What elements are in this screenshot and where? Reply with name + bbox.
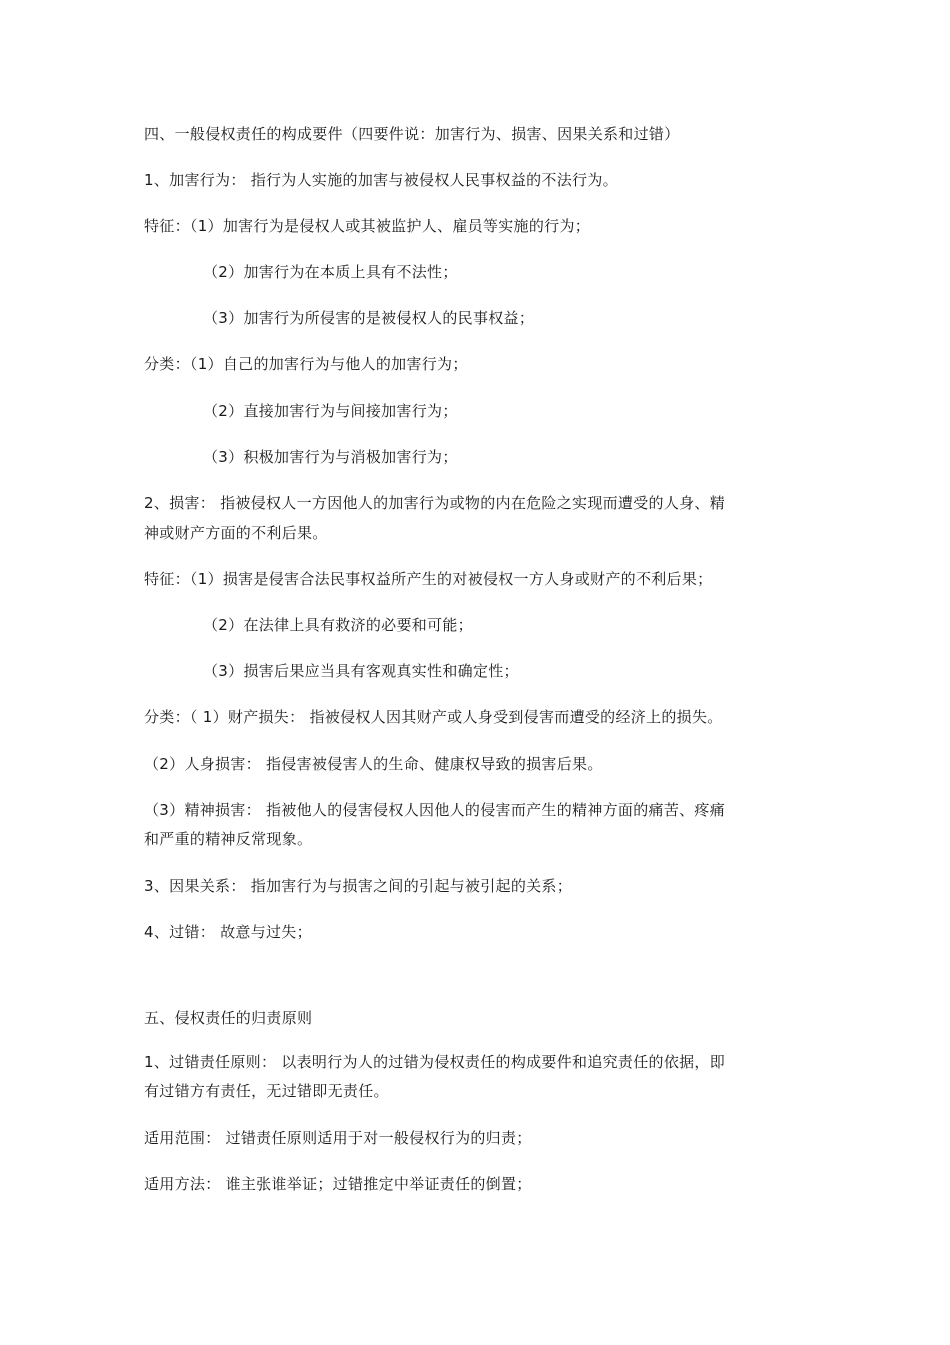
paragraph-fault-liability-line-1: 1、过错责任原则： 以表明行为人的过错为侵权责任的构成要件和追究责任的依据，即 xyxy=(144,1053,726,1071)
paragraph-harmful-act-feature-2: （2）加害行为在本质上具有不法性； xyxy=(203,263,458,281)
paragraph-harmful-act-feature-1: 特征：（1）加害行为是侵权人或其被监护人、雇员等实施的行为； xyxy=(144,217,591,235)
paragraph-harmful-act-category-2: （2）直接加害行为与间接加害行为； xyxy=(203,402,458,420)
paragraph-damage-category-1: 分类：（ 1）财产损失： 指被侵权人因其财产或人身受到侵害而遭受的经济上的损失。 xyxy=(144,708,723,726)
paragraph-fault-liability-line-2: 有过错方有责任，无过错即无责任。 xyxy=(144,1082,389,1100)
paragraph-causation: 3、因果关系： 指加害行为与损害之间的引起与被引起的关系； xyxy=(144,877,573,895)
paragraph-damage-definition-line-1: 2、损害： 指被侵权人一方因他人的加害行为或物的内在危险之实现而遭受的人身、精 xyxy=(144,494,726,512)
paragraph-fault: 4、过错： 故意与过失； xyxy=(144,923,312,941)
paragraph-damage-category-2: （2）人身损害： 指侵害被侵害人的生命、健康权导致的损害后果。 xyxy=(144,755,603,773)
paragraph-harmful-act-category-1: 分类：（1）自己的加害行为与他人的加害行为； xyxy=(144,355,468,373)
paragraph-method: 适用方法： 谁主张谁举证；过错推定中举证责任的倒置； xyxy=(144,1175,532,1193)
section-heading-5: 五、侵权责任的归责原则 xyxy=(144,1009,313,1027)
paragraph-damage-definition-line-2: 神或财产方面的不利后果。 xyxy=(144,524,328,542)
paragraph-damage-category-3-line-2: 和严重的精神反常现象。 xyxy=(144,830,313,848)
paragraph-damage-feature-1: 特征：（1）损害是侵害合法民事权益所产生的对被侵权一方人身或财产的不利后果； xyxy=(144,570,713,588)
paragraph-damage-category-3-line-1: （3）精神损害： 指被他人的侵害侵权人因他人的侵害而产生的精神方面的痛苦、疼痛 xyxy=(144,801,726,819)
paragraph-damage-feature-2: （2）在法律上具有救济的必要和可能； xyxy=(203,616,473,634)
paragraph-harmful-act-feature-3: （3）加害行为所侵害的是被侵权人的民事权益； xyxy=(203,309,535,327)
paragraph-scope: 适用范围： 过错责任原则适用于对一般侵权行为的归责； xyxy=(144,1129,532,1147)
paragraph-harmful-act-definition: 1、加害行为： 指行为人实施的加害与被侵权人民事权益的不法行为。 xyxy=(144,171,618,189)
section-heading-4: 四、一般侵权责任的构成要件（四要件说：加害行为、损害、因果关系和过错） xyxy=(144,125,680,143)
paragraph-harmful-act-category-3: （3）积极加害行为与消极加害行为； xyxy=(203,448,458,466)
paragraph-damage-feature-3: （3）损害后果应当具有客观真实性和确定性； xyxy=(203,662,519,680)
